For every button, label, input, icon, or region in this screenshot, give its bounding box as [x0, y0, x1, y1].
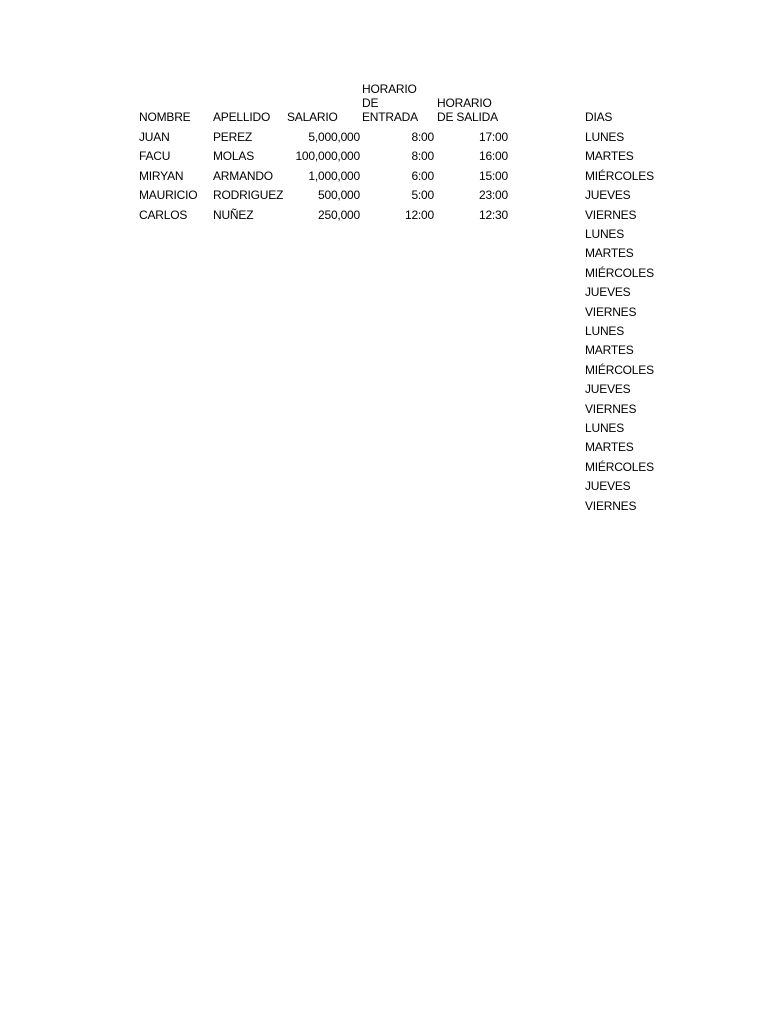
dias-item: LUNES — [585, 324, 625, 338]
cell-salario: 500,000 — [318, 188, 360, 203]
header-dias: DIAS — [585, 110, 613, 124]
dias-item: MIÉRCOLES — [585, 265, 654, 280]
cell-apellido: MOLAS — [213, 149, 255, 164]
dias-item: LUNES — [585, 130, 625, 144]
header-salario: SALARIO — [287, 110, 338, 124]
cell-horario-entrada: 5:00 — [411, 188, 434, 203]
dias-item: VIERNES — [585, 304, 637, 319]
cell-nombre: FACU — [139, 149, 171, 164]
cell-apellido: NUÑEZ — [213, 207, 254, 222]
header-nombre: NOMBRE — [139, 110, 191, 124]
cell-nombre: MAURICIO — [139, 188, 198, 203]
cell-apellido: RODRIGUEZ — [213, 188, 284, 203]
dias-item: JUEVES — [585, 479, 631, 494]
header-horario-salida: HORARIO DE SALIDA — [437, 96, 498, 124]
cell-horario-salida: 15:00 — [478, 168, 508, 183]
dias-item: MARTES — [585, 246, 634, 261]
dias-item: MARTES — [585, 343, 634, 358]
cell-horario-entrada: 6:00 — [411, 168, 434, 183]
cell-horario-entrada: 8:00 — [411, 149, 434, 164]
cell-horario-entrada: 8:00 — [411, 130, 434, 144]
dias-item: MIÉRCOLES — [585, 168, 654, 183]
cell-apellido: ARMANDO — [213, 168, 273, 183]
dias-item: LUNES — [585, 421, 625, 435]
cell-nombre: CARLOS — [139, 207, 188, 222]
cell-apellido: PEREZ — [213, 130, 253, 144]
cell-horario-entrada: 12:00 — [404, 207, 434, 222]
dias-item: MIÉRCOLES — [585, 362, 654, 377]
dias-item: JUEVES — [585, 188, 631, 203]
dias-item: MARTES — [585, 440, 634, 455]
cell-nombre: JUAN — [139, 130, 170, 144]
cell-horario-salida: 17:00 — [478, 130, 508, 144]
dias-item: JUEVES — [585, 285, 631, 300]
header-horario-entrada: HORARIO DE ENTRADA — [362, 82, 418, 124]
dias-item: MIÉRCOLES — [585, 459, 654, 474]
header-apellido: APELLIDO — [213, 110, 271, 124]
cell-horario-salida: 12:30 — [478, 207, 508, 222]
cell-salario: 100,000,000 — [295, 149, 360, 164]
cell-salario: 250,000 — [318, 207, 360, 222]
dias-item: VIERNES — [585, 207, 637, 222]
dias-item: VIERNES — [585, 401, 637, 416]
cell-horario-salida: 23:00 — [478, 188, 508, 203]
dias-item: LUNES — [585, 227, 625, 241]
dias-item: JUEVES — [585, 382, 631, 397]
cell-salario: 5,000,000 — [308, 130, 360, 144]
cell-nombre: MIRYAN — [139, 168, 184, 183]
cell-horario-salida: 16:00 — [478, 149, 508, 164]
cell-salario: 1,000,000 — [308, 168, 360, 183]
dias-item: MARTES — [585, 149, 634, 164]
dias-item: VIERNES — [585, 498, 637, 513]
